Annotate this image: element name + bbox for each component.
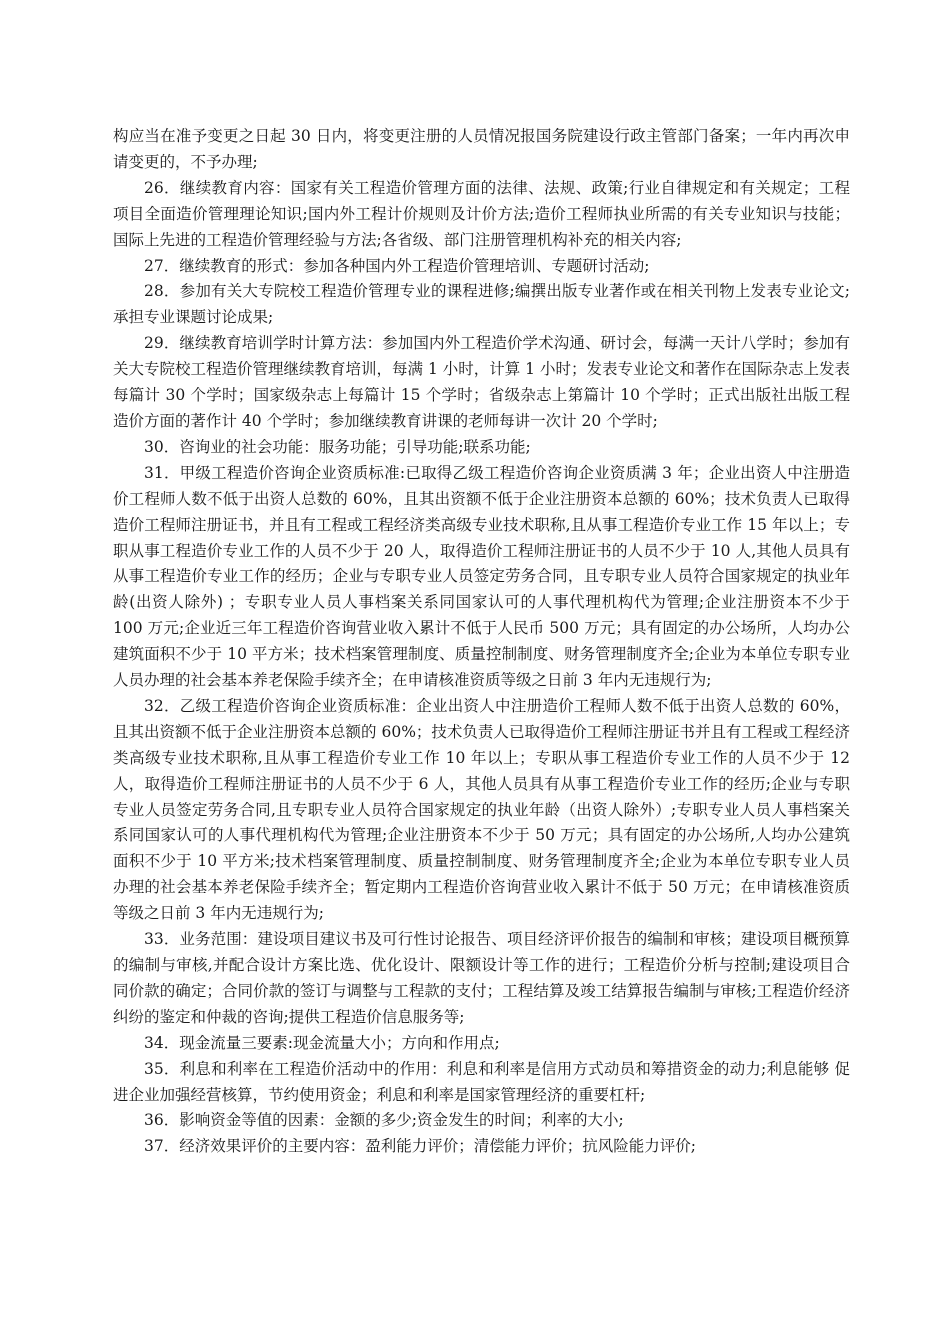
paragraph-35: 35．利息和利率在工程造价活动中的作用：利息和利率是信用方式动员和筹措资金的动力;利息能够 促进企业加强经营核算，节约使用资金；利息和利率是国家管理经济的重要杠杆; — [113, 1059, 850, 1104]
paragraph-30: 30．咨询业的社会功能：服务功能；引导功能;联系功能; — [144, 437, 531, 456]
paragraph-26: 26．继续教育内容：国家有关工程造价管理方面的法律、法规、政策;行业自律规定和有关规定；工程项目全面造价管理理论知识;国内外工程计价规则及计价方法;造价工程师执业所需的有关专业知识与技能；国际上先进的工程造价管理经验与方法;各省级、部门注册管理机构补充的相关内容; — [113, 178, 850, 249]
paragraph-36: 36．影响资金等值的因素：金额的多少;资金发生的时间；利率的大小; — [144, 1111, 624, 1130]
paragraph-33: 33．业务范围：建设项目建议书及可行性讨论报告、项目经济评价报告的编制和审核；建设项目概预算的编制与审核,并配合设计方案比选、优化设计、限额设计等工作的进行；工程造价分析与控制;建设项目合同价款的确定；合同价款的签订与调整与工程款的支付；工程结算及竣工结算报告编制与审核;工程造价经济纠纷的鉴定和仲裁的咨询;提供工程造价信息服务等; — [113, 930, 850, 1026]
paragraph-27: 27．继续教育的形式：参加各种国内外工程造价管理培训、专题研讨活动; — [144, 256, 650, 275]
document-body — [113, 124, 850, 1160]
paragraph-29: 29．继续教育培训学时计算方法：参加国内外工程造价学术沟通、研讨会，每满一天计八学时；参加有关大专院校工程造价管理继续教育培训，每满 1 小时，计算 1 小时；发表专业论文和著作在国际杂志上发表每篇计 30 个学时；国家级杂志上每篇计 15 个学时；省级杂志上第篇计 10 个学时；正式出版社出版工程造价方面的著作计 40 个学时；参加继续教育讲课的老师每讲一次计 20 个学时; — [113, 334, 850, 430]
paragraph-34: 34．现金流量三要素:现金流量大小；方向和作用点; — [144, 1033, 500, 1052]
paragraph-28: 28．参加有关大专院校工程造价管理专业的课程进修;编撰出版专业著作或在相关刊物上发表专业论文;承担专业课题讨论成果; — [113, 282, 850, 327]
paragraph-37: 37．经济效果评价的主要内容：盈利能力评价；清偿能力评价；抗风险能力评价; — [144, 1137, 696, 1156]
paragraph-31: 31．甲级工程造价咨询企业资质标准:已取得乙级工程造价咨询企业资质满 3 年；企业出资人中注册造价工程师人数不低于出资人总数的 60%，且其出资额不低于企业注册资本总额的 60%；技术负责人已取得造价工程师注册证书，并且有工程或工程经济类高级专业技术职称,且从事工程造价专业工作 15 年以上；专职从事工程造价专业工作的人员不少于 20 人，取得造价工程师注册证书的人员不少于 10 人,其他人员具有从事工程造价专业工作的经历；企业与专职专业人员签定劳务合同，且专职专业人员符合国家规定的执业年龄(出资人除外) ；专职专业人员人事档案关系同国家认可的人事代理机构代为管理;企业注册资本不少于 100 万元;企业近三年工程造价咨询营业收入累计不低于人民币 500 万元；具有固定的办公场所，人均办公建筑面积不少于 10 平方米；技术档案管理制度、质量控制制度、财务管理制度齐全;企业为本单位专职专业人员办理的社会基本养老保险手续齐全；在申请核准资质等级之日前 3 年内无违规行为; — [113, 463, 850, 690]
paragraph-25-continued: 构应当在准予变更之日起 30 日内，将变更注册的人员情况报国务院建设行政主管部门备案；一年内再次申请变更的，不予办理; — [113, 127, 850, 171]
paragraph-32: 32．乙级工程造价咨询企业资质标准：企业出资人中注册造价工程师人数不低于出资人总数的 60%，且其出资额不低于企业注册资本总额的 60%；技术负责人已取得造价工程师注册证书并且有工程或工程经济类高级专业技术职称,且从事工程造价专业工作 10 年以上；专职从事工程造价专业工作的人员不少于 12 人，取得造价工程师注册证书的人员不少于 6 人，其他人员具有从事工程造价专业工作的经历;企业与专职专业人员签定劳务合同,且专职专业人员符合国家规定的执业年龄（出资人除外）;专职专业人员人事档案关系同国家认可的人事代理机构代为管理;企业注册资本不少于 50 万元；具有固定的办公场所,人均办公建筑面积不少于 10 平方米;技术档案管理制度、质量控制制度、财务管理制度齐全;企业为本单位专职专业人员办理的社会基本养老保险手续齐全；暂定期内工程造价咨询营业收入累计不低于 50 万元；在申请核准资质等级之日前 3 年内无违规行为; — [113, 696, 850, 923]
